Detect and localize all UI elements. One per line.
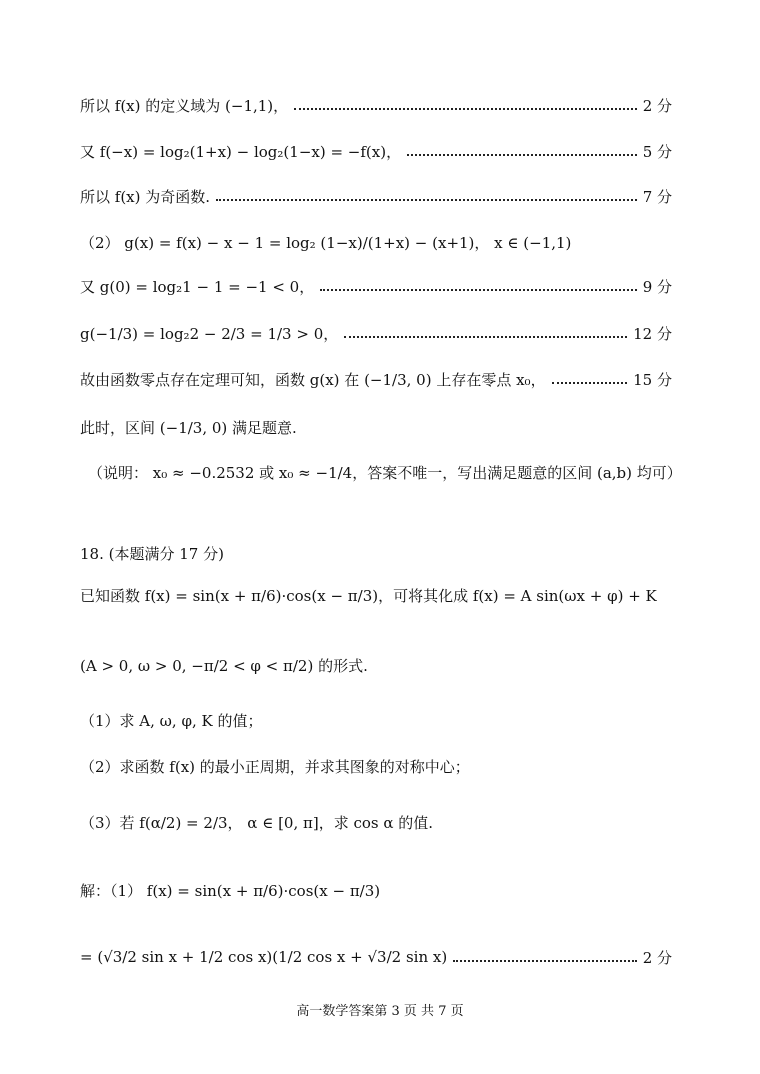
dot-leader [216, 199, 637, 201]
line-score: 9 分 [642, 277, 672, 296]
line-text: g(−1/3) = log₂2 − 2/3 = 1/3 > 0， [80, 324, 339, 343]
dot-leader [407, 154, 637, 156]
line-text: = (√3/2 sin x + 1/2 cos x)(1/2 cos x + √3/2 sin x) [80, 948, 448, 966]
score-line-zero-theorem [80, 364, 672, 394]
dot-leader [552, 382, 628, 384]
dot-leader [320, 289, 636, 291]
dot-leader [344, 336, 627, 338]
question-3: （3）若 f(α/2) = 2/3， α ∈ [0, π]，求 cos α 的值. [80, 814, 434, 832]
part2-header: （2） g(x) = f(x) − x − 1 = log₂ (1−x)/(1+x) − (x+1)， x ∈ (−1,1) [80, 234, 572, 252]
line-text: 故由函数零点存在定理可知，函数 g(x) 在 (−1/3, 0) 上存在零点 x₀， [80, 370, 546, 389]
score-line-g0 [80, 271, 672, 301]
score-line-g-third [80, 318, 672, 348]
score-line-domain [80, 90, 672, 120]
score-line-odd-function [80, 181, 672, 211]
dot-leader [294, 108, 637, 110]
problem18-statement-line1: 已知函数 f(x) = sin(x + π/6)·cos(x − π/3)，可将其化成 f(x) = A sin(ωx + φ) + K [80, 587, 657, 605]
line-text: 又 f(−x) = log₂(1+x) − log₂(1−x) = −f(x)， [80, 142, 402, 161]
line-score: 15 分 [633, 370, 672, 389]
problem18-title: 18. (本题满分 17 分) [80, 545, 224, 563]
part2-conclusion: 此时，区间 (−1/3, 0) 满足题意. [80, 419, 297, 437]
line-score: 5 分 [642, 142, 672, 161]
question-1: （1）求 A, ω, φ, K 的值； [80, 712, 263, 730]
solution-line1: 解：（1） f(x) = sin(x + π/6)·cos(x − π/3) [80, 882, 381, 900]
line-score: 12 分 [633, 324, 672, 343]
dot-leader [453, 960, 637, 962]
question-2: （2）求函数 f(x) 的最小正周期，并求其图象的对称中心； [80, 758, 470, 776]
line-text: 所以 f(x) 为奇函数. [80, 187, 211, 206]
line-text: 又 g(0) = log₂1 − 1 = −1 < 0， [80, 277, 315, 296]
line-score: 2 分 [642, 948, 672, 967]
line-text: 所以 f(x) 的定义域为 (−1,1)， [80, 96, 289, 115]
line-score: 2 分 [642, 96, 672, 115]
score-line-odd-check [80, 136, 672, 166]
score-line-solution-expand [80, 942, 672, 972]
line-score: 7 分 [642, 187, 672, 206]
problem18-statement-line2: (A > 0, ω > 0, −π/2 < φ < π/2) 的形式. [80, 657, 368, 675]
page-footer: 高一数学答案第 3 页 共 7 页 [296, 1004, 464, 1019]
note: （说明： x₀ ≈ −0.2532 或 x₀ ≈ −1/4，答案不唯一，写出满足题意的区间 (a,b) 均可） [88, 464, 682, 482]
